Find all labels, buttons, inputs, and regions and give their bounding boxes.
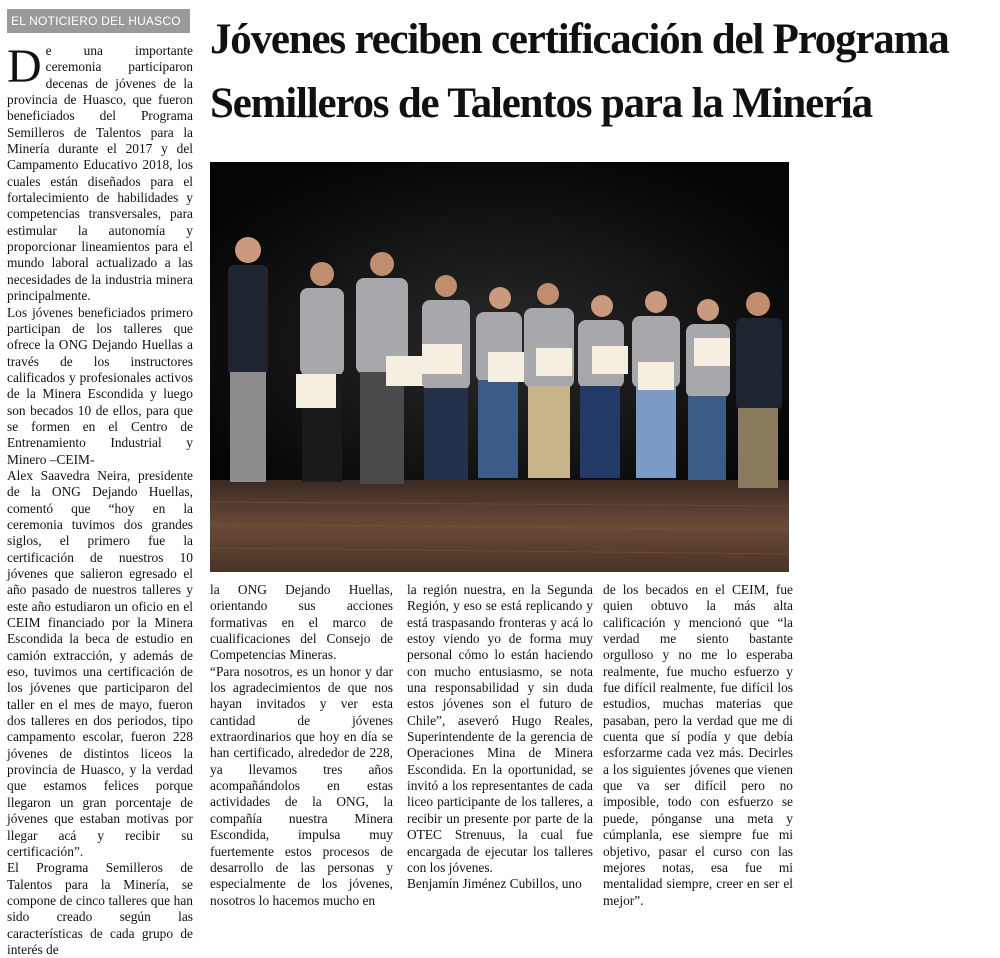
drop-cap: D <box>7 40 42 93</box>
paragraph-9: de los becados en el CEIM, fue quien obtuvo la más alta calificación y mencionó que “la verdad me siento bastante orgulloso y no me lo esperaba realmente, fue mucho esfuerzo y fue difícil realmente, fue difícil los estudios, muchas materias que pasaban, pero la verdad que me di cuenta que sí podía y que debía esforzarme cada vez más. Decirles a los siguientes jóvenes que vienen que va ser difícil pero no imposible, todo con esfuerzo se puede, pónganse una meta y cúmplanla, ese siempre fue mi objetivo, pasar el curso con las mejores notas, esa fue mi mentalidad siempre, creer en ser el mejor”. <box>603 582 793 908</box>
paragraph-7: la región nuestra, en la Segunda Región, y eso se está replicando y está traspasando fronteras y acá lo estoy viendo yo de forma muy personal cómo lo están haciendo con mucho entusiasmo, se nota una responsabilidad y sin duda estos jóvenes son el futuro de Chile”, aseveró Hugo Reales, Superintendente de la gerencia de Operaciones Mina de Minera Escondida. En la oportunidad, se invitó a los representantes de cada liceo participante de los talleres, a recibir un presente por parte de la OTEC Strenuus, la cual fue encargada de ejecutar los talleres con los jóvenes. <box>407 582 593 875</box>
article-column-3 <box>407 582 593 895</box>
article-column-2 <box>210 582 393 908</box>
section-tag: EL NOTICIERO DEL HUASCO <box>7 9 190 33</box>
paragraph-8: Benjamín Jiménez Cubillos, uno <box>407 876 582 892</box>
paragraph-6: “Para nosotros, es un honor y dar los agradecimientos de que nos hayan invitados y ver esta cantidad de jóvenes extraordinarios que hoy en día se han certificado, alrededor de 228, ya llevamos tres años acompañándolos en estas actividades de la ONG, la compañía nuestra Minera Escondida, impulsa muy fuertemente estos procesos de desarrollo de las personas y especialmente de los jóvenes, nosotros lo hacemos mucho en <box>210 663 393 908</box>
paragraph-1: e una importante ceremonia participaron decenas de jóvenes de la provincia de Huasco, que fueron beneficiados del Programa Semilleros de Talentos para la Minería durante el 2017 y del Campamento Educativo 2018, los cuales están diseñados para el fortalecimiento de habilidades y competencias transversales, para estimular la autonomía y proporcionar lineamientos para el mundo laboral actualizado a las necesidades de la industria minera principalmente. <box>7 43 193 304</box>
paragraph-3: Alex Saavedra Neira, presidente de la ONG Dejando Huellas, comentó que “hoy en la ceremonia tuvimos dos grandes siglos, el primero fue la certificación de nuestros 10 jóvenes que salieron egresado el año pasado de nuestros talleres y este año estudiaron un oficio en el CEIM financiado por la Minera Escondida la beca de estudio en camión extracción, y además de eso, tuvimos una certificación de los jóvenes que participaron del taller en el mes de mayo, fueron dos talleres en dos periodos, tipo campamento escolar, fueron 228 jóvenes de distintos liceos la provincia de Huasco, y la verdad que estamos felices porque llegaron un gran porcentaje de jóvenes que estaban motivas por llegar acá y recibir su certificación”. <box>7 467 193 859</box>
news-photo <box>210 162 789 572</box>
paragraph-4: El Programa Semilleros de Talentos para la Minería, se compone de cinco talleres que han sido creado según las características de cada grupo de interés de <box>7 860 193 957</box>
paragraph-5: la ONG Dejando Huellas, orientando sus acciones formativas en el marco de cualificaciones del Consejo de Competencias Mineras. <box>210 582 393 663</box>
ceremony-photo-illustration <box>210 162 789 572</box>
article-column-4 <box>603 582 793 908</box>
paragraph-2: Los jóvenes beneficiados primero participan de los talleres que ofrece la ONG Dejando Huellas a través de los instructores calificados y profesionales activos de la Minera Escondida y luego son becados 10 de ellos, para que se formen en el Centro de Entrenamiento Industrial y Minero –CEIM- <box>7 304 193 467</box>
article-column-1 <box>7 40 193 957</box>
stage-floor <box>210 480 789 572</box>
headline: Jóvenes reciben certificación del Programa Semilleros de Talentos para la Minería <box>210 16 949 127</box>
